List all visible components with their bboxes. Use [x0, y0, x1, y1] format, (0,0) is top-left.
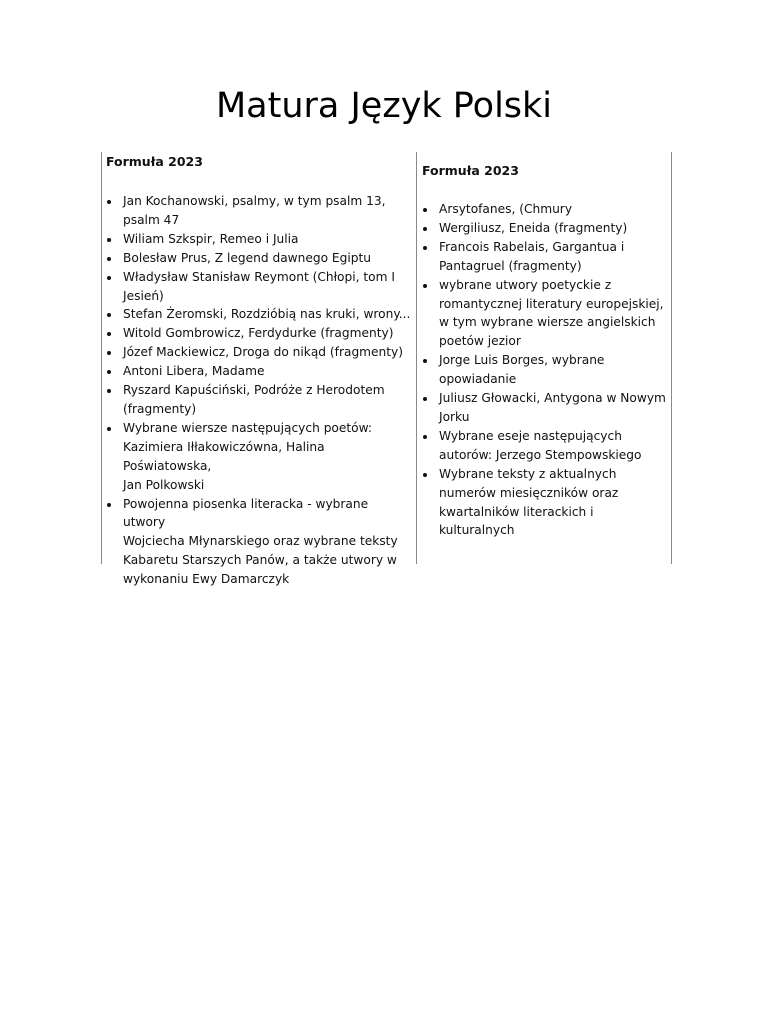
list-item: [106, 495, 412, 590]
list-item-line: Witold Gombrowicz, Ferdydurke (fragmenty): [123, 326, 394, 341]
left-column-heading: Formuła 2023: [106, 154, 203, 169]
left-column-list: [106, 192, 412, 589]
list-item-line: Juliusz Głowacki, Antygona w Nowym: [439, 391, 666, 406]
list-item: [422, 238, 668, 276]
list-item-line: Wiliam Szkspir, Remeo i Julia: [123, 231, 299, 246]
list-item: [422, 351, 668, 389]
list-item-line: Józef Mackiewicz, Droga do nikąd (fragmenty): [123, 345, 404, 360]
list-item-line: Arsytofanes, (Chmury: [439, 202, 573, 216]
list-item-line: Powojenna piosenka literacka - wybrane utwory: [123, 496, 369, 530]
list-item-line: Pantagruel (fragmenty): [439, 258, 582, 273]
right-column-list: [422, 200, 668, 540]
list-item: [106, 230, 412, 249]
table-right-border: [671, 152, 672, 564]
list-item: [106, 343, 412, 362]
list-item: [106, 249, 412, 268]
list-item-line: opowiadanie: [439, 372, 517, 387]
list-item-line: Wojciecha Młynarskiego oraz wybrane teksty: [123, 534, 398, 549]
table-column-divider: [416, 152, 417, 564]
list-item: [106, 381, 412, 419]
right-column-heading: Formuła 2023: [422, 163, 519, 178]
list-item-line: Bolesław Prus, Z legend dawnego Egiptu: [123, 250, 371, 265]
list-item-line: kulturalnych: [439, 523, 515, 538]
list-item-line: Wybrane wiersze następujących poetów:: [123, 420, 373, 435]
list-item-line: autorów: Jerzego Stempowskiego: [439, 447, 642, 462]
list-item: [106, 192, 412, 230]
list-item: [106, 268, 412, 306]
right-column: [422, 152, 668, 540]
left-column: [106, 152, 412, 589]
page-title: Matura Język Polski: [215, 86, 553, 126]
list-item-line: Jesień): [123, 288, 164, 303]
list-item: [422, 427, 668, 465]
list-item-line: Wergiliusz, Eneida (fragmenty): [439, 220, 628, 235]
list-item-line: psalm 47: [123, 212, 180, 227]
list-item: [106, 305, 412, 324]
list-item: [106, 324, 412, 343]
list-item-line: Kazimiera Iłłakowiczówna, Halina Poświatowska,: [123, 439, 325, 473]
list-item-line: Władysław Stanisław Reymont (Chłopi, tom I: [123, 269, 395, 284]
list-item: [106, 362, 412, 381]
list-item: [422, 389, 668, 427]
list-item-line: Stefan Żeromski, Rozdzióbią nas kruki, wrony...: [123, 307, 411, 322]
list-item: [422, 276, 668, 352]
list-item: [422, 200, 668, 219]
list-item-line: Francois Rabelais, Gargantua i: [439, 239, 625, 254]
list-item-line: Jorge Luis Borges, wybrane: [439, 353, 605, 368]
list-item-line: Jan Kochanowski, psalmy, w tym psalm 13,: [123, 194, 386, 208]
list-item-line: wybrane utwory poetyckie z: [439, 277, 612, 292]
list-item-line: numerów miesięczników oraz: [439, 485, 619, 500]
list-item-line: w tym wybrane wiersze angielskich: [439, 315, 656, 330]
list-item-line: Wybrane teksty z aktualnych: [439, 466, 617, 481]
list-item: [422, 465, 668, 541]
list-item-line: Jorku: [439, 409, 470, 424]
list-item: [106, 419, 412, 495]
list-item-line: wykonaniu Ewy Damarczyk: [123, 572, 290, 587]
reading-list-table-image: [101, 152, 672, 587]
table-left-border: [101, 152, 102, 564]
list-item-line: Antoni Libera, Madame: [123, 364, 265, 379]
list-item-line: (fragmenty): [123, 401, 197, 416]
list-item-line: Jan Polkowski: [123, 477, 205, 492]
list-item-line: romantycznej literatury europejskiej,: [439, 296, 664, 311]
list-item-line: Kabaretu Starszych Panów, a także utwory w: [123, 553, 397, 568]
list-item-line: Wybrane eseje następujących: [439, 428, 622, 443]
list-item-line: kwartalników literackich i: [439, 504, 594, 519]
list-item-line: poetów jezior: [439, 334, 521, 349]
list-item: [422, 219, 668, 238]
list-item-line: Ryszard Kapuściński, Podróże z Herodotem: [123, 383, 385, 398]
